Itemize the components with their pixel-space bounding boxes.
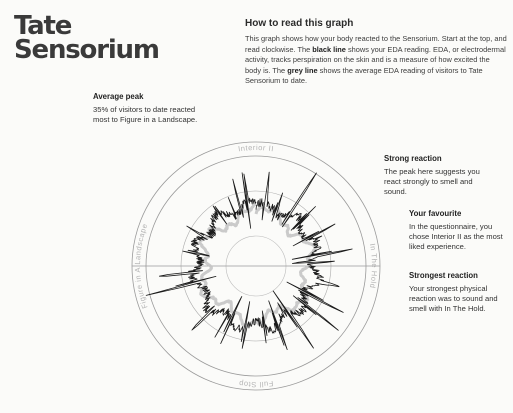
strong-reaction-title: Strong reaction	[384, 154, 442, 163]
how-to-read-text-part1: This graph shows how your body reacted to the Sensorium. Start at the top, and read clockwise. The	[245, 34, 507, 54]
grey-line-term: grey line	[287, 65, 318, 75]
strong-reaction-text: The peak here suggests you react strongly to smell and sound.	[384, 167, 480, 196]
strongest-reaction-title: Strongest reaction	[409, 271, 478, 280]
average-peak-text: 35% of visitors to date reacted most to Figure in a Landscape.	[93, 105, 198, 124]
segment-label-text: Full Stop	[238, 378, 274, 390]
average-peak-title: Average peak	[93, 92, 144, 101]
how-to-read-text-part2: shows your EDA reading. EDA, or electrodermal activity, tracks perspiration on the skin and is a measure of how excited the body is. The	[245, 44, 506, 75]
segment-label-text: Figure in A Landscape	[132, 222, 150, 310]
segment-label-text: Interior II	[237, 143, 275, 154]
strongest-reaction-text: Your strongest physical reaction was to sound and smell with In The Hold.	[409, 284, 498, 313]
logo-line-2: Sensorium	[14, 35, 159, 65]
black-line-term: black line	[312, 44, 346, 54]
segment-label-3	[238, 379, 274, 389]
segment-label-text: In The Hold	[367, 242, 379, 290]
how-to-read-text-part3: shows the average EDA reading of visitors to Tate Sensorium to date.	[245, 65, 483, 86]
your-favourite-title: Your favourite	[409, 209, 462, 218]
segment-label-1	[237, 143, 274, 153]
your-favourite-text: In the questionnaire, you chose Interior II as the most liked experience.	[409, 222, 503, 251]
logo-line-1: Tate	[14, 11, 72, 41]
how-to-read-title: How to read this graph	[245, 18, 354, 29]
